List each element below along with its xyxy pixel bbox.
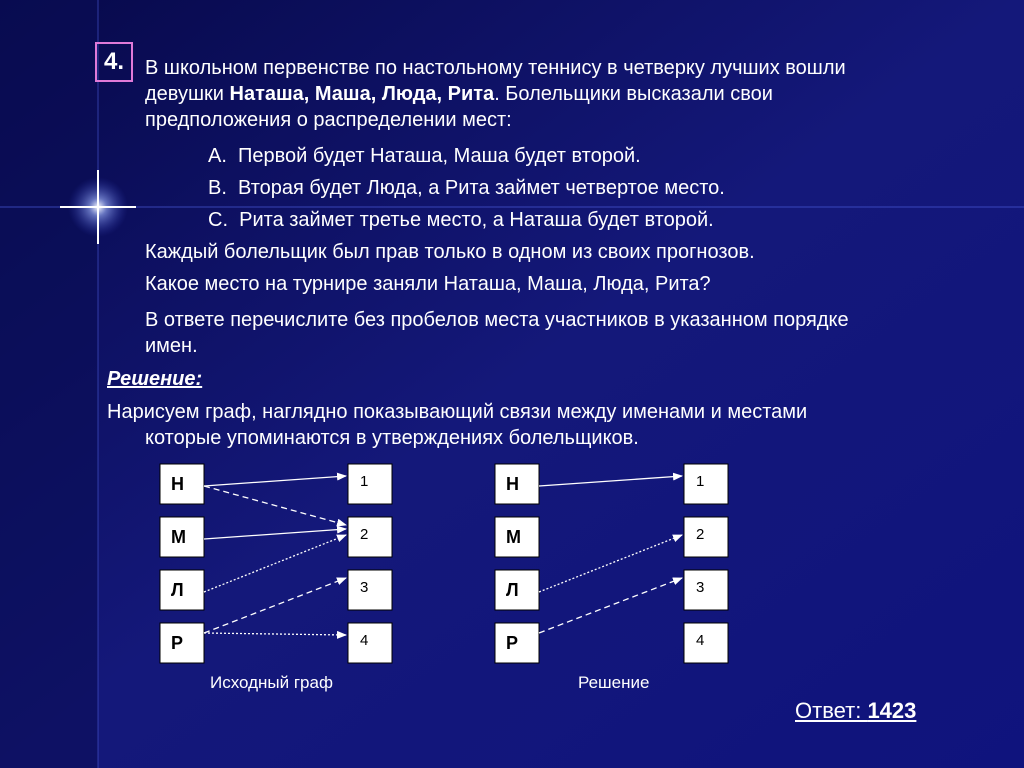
left-graph-edge-dotted [204, 535, 346, 592]
left-graph-place-label: 2 [360, 526, 369, 543]
left-graph-place-label: 1 [360, 473, 369, 490]
option-letter: А. [208, 145, 227, 167]
line2-suffix: . Болельщики высказали свои [494, 83, 773, 105]
right-graph-place-node [684, 464, 728, 504]
right-graph-place-label: 2 [696, 526, 705, 543]
condition-text: Каждый болельщик был прав только в одном из своих прогнозов. [145, 241, 755, 263]
right-graph-caption: Решение [578, 673, 650, 692]
option-text: Вторая будет Люда, а Рита займет четвертое место. [238, 177, 725, 199]
problem-number: 4. [95, 42, 133, 82]
right-graph-edge-dotted [539, 535, 682, 592]
left-graph-place-label: 4 [360, 632, 369, 649]
problem-text-line3: предположения о распределении мест: [145, 109, 512, 131]
left-graph-place-node [348, 570, 392, 610]
right-graph-place-node [684, 570, 728, 610]
left-graph-place-label: 3 [360, 579, 369, 596]
solution-line1: Нарисуем граф, наглядно показывающий связи между именами и местами [107, 401, 808, 423]
right-graph-edge-dashed [539, 578, 682, 633]
right-graph-edge-solid [539, 476, 682, 486]
left-graph-place-node [348, 464, 392, 504]
right-graph [495, 464, 728, 663]
line2-prefix: девушки [145, 83, 230, 105]
option-text: Первой будет Наташа, Маша будет второй. [238, 145, 641, 167]
left-graph-edge-dashed [204, 578, 346, 633]
left-graph-name-label: Н [171, 474, 184, 494]
left-graph-name-label: Л [171, 580, 184, 600]
left-graph-edge-dashed [204, 486, 346, 525]
right-graph-place-node [684, 623, 728, 663]
right-graph-place-node [684, 517, 728, 557]
solution-line2: которые упоминаются в утверждениях болельщиков. [145, 427, 639, 449]
answer-value: 1423 [867, 698, 917, 723]
left-graph-edge-dotted [204, 633, 346, 635]
right-graph-place-label: 4 [696, 632, 705, 649]
left-graph-name-label: Р [171, 633, 184, 653]
solution-heading: Решение: [107, 368, 203, 390]
answer-label: Ответ: [795, 698, 868, 723]
problem-text-line1: В школьном первенстве по настольному теннису в четверку лучших вошли [145, 57, 846, 79]
left-graph-edge-solid [204, 476, 346, 486]
girls-names: Наташа, Маша, Люда, Рита [229, 83, 495, 105]
right-graph-place-label: 3 [696, 579, 705, 596]
question-text: Какое место на турнире заняли Наташа, Маша, Люда, Рита? [145, 273, 711, 295]
left-graph-place-node [348, 517, 392, 557]
left-graph-caption: Исходный граф [210, 673, 333, 692]
left-graph-place-node [348, 623, 392, 663]
left-graph [160, 464, 392, 663]
right-graph-name-label: Л [506, 580, 519, 600]
option-letter: С. [208, 209, 228, 231]
right-graph-name-label: Н [506, 474, 519, 494]
left-graph-name-label: М [171, 527, 186, 547]
left-graph-edge-solid [204, 529, 346, 539]
instruction-line1: В ответе перечислите без пробелов места участников в указанном порядке [145, 309, 849, 331]
right-graph-name-label: М [506, 527, 521, 547]
right-graph-place-label: 1 [696, 473, 705, 490]
option-text: Рита займет третье место, а Наташа будет второй. [239, 209, 714, 231]
answer [795, 698, 916, 724]
option-letter: В. [208, 177, 227, 199]
right-graph-name-label: Р [506, 633, 519, 653]
instruction-line2: имен. [145, 335, 198, 357]
